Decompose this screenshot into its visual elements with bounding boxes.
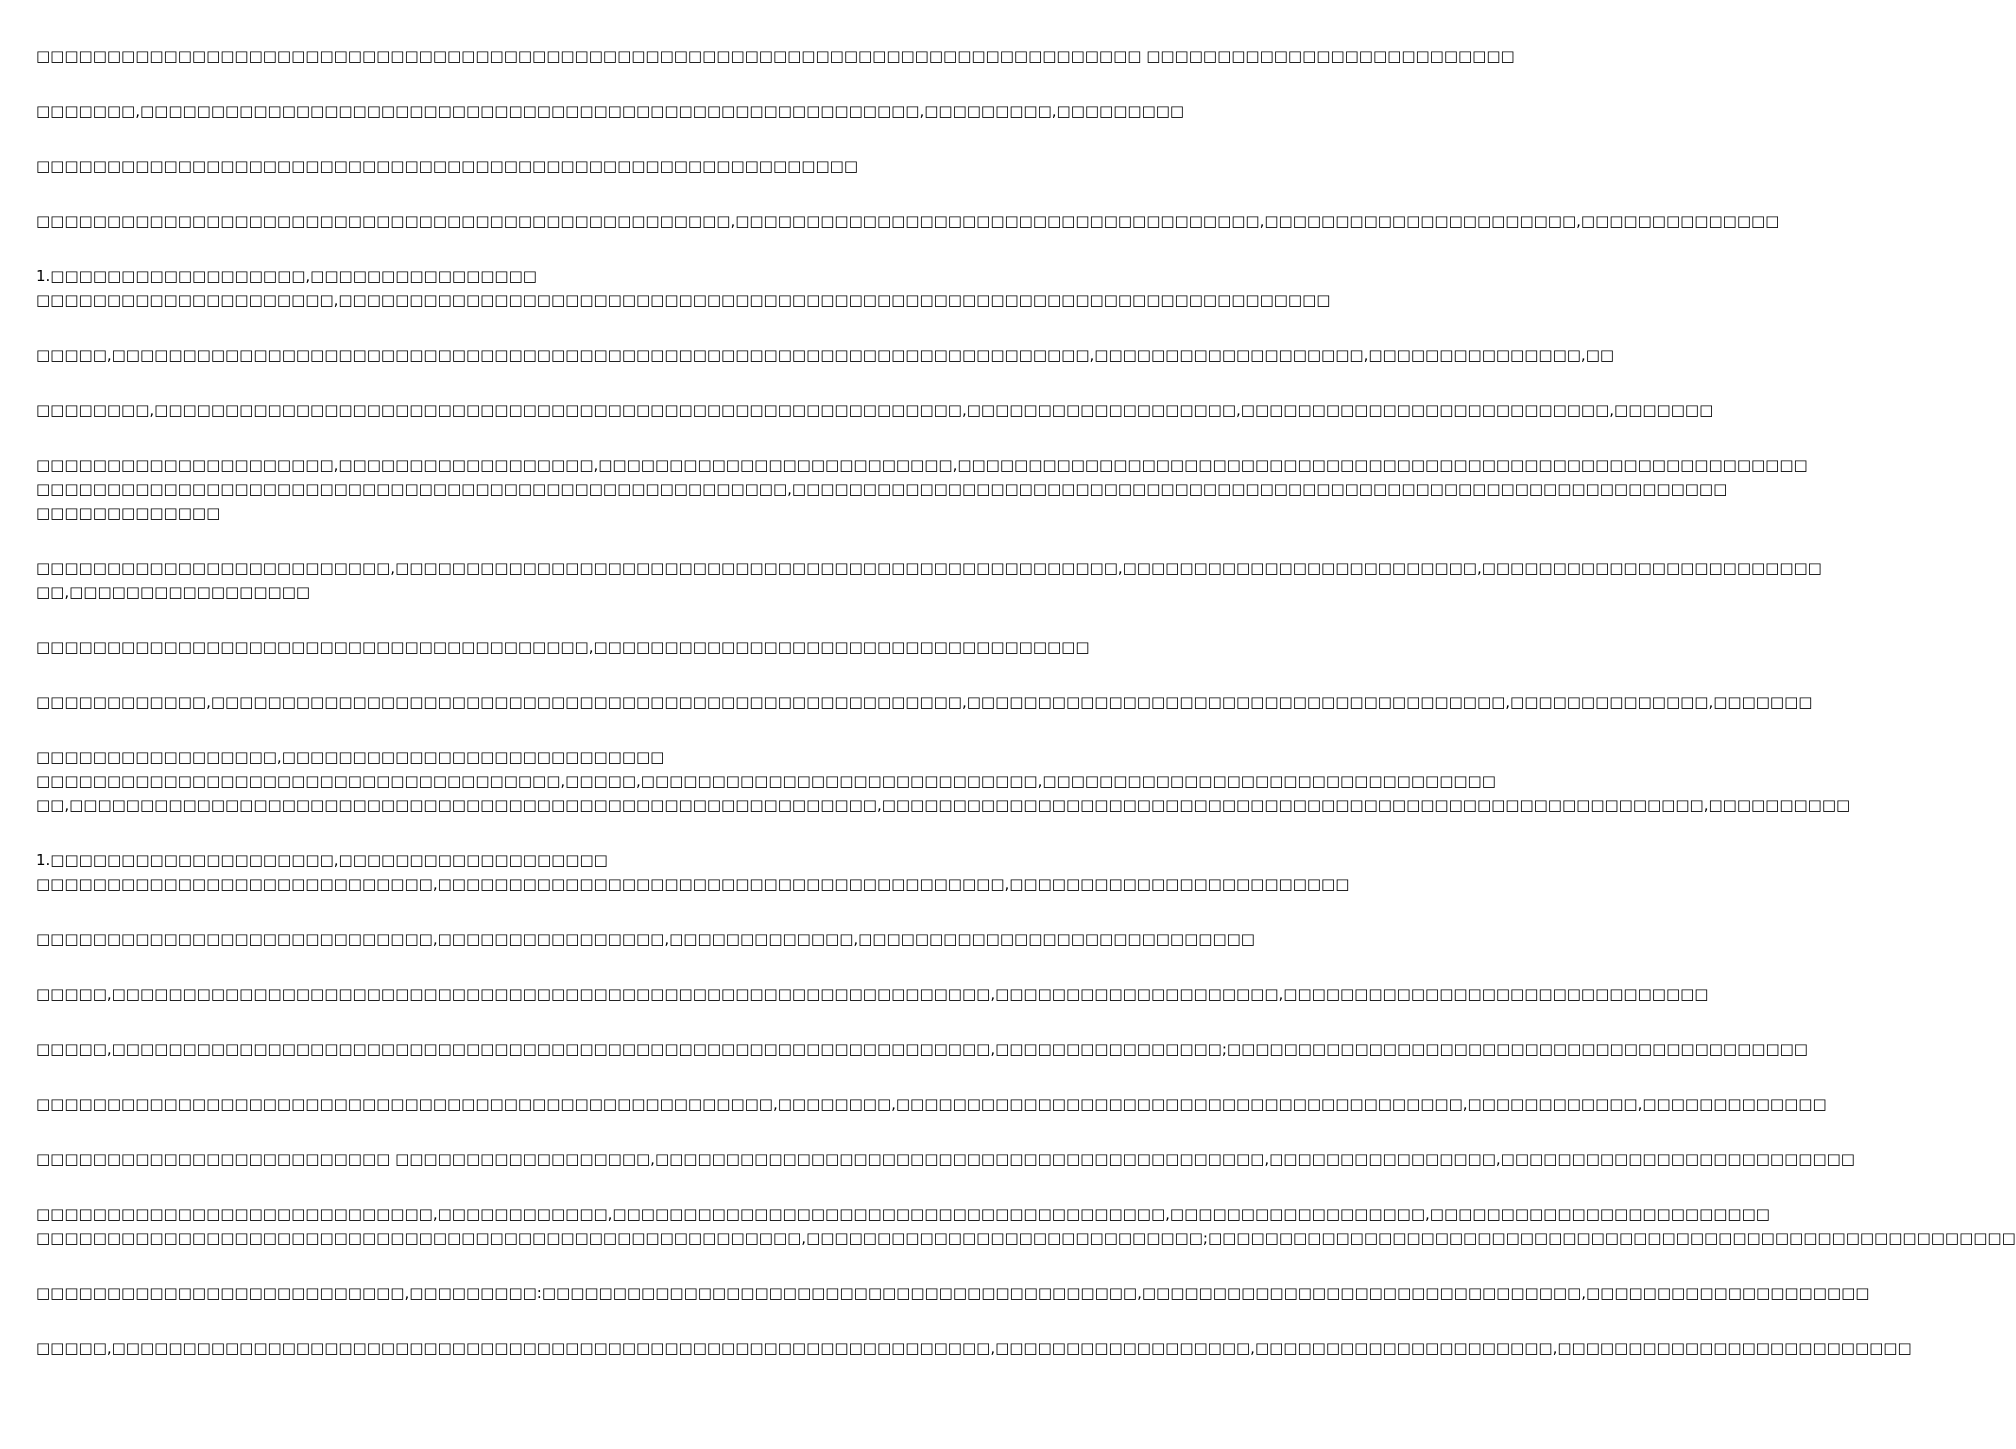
text-line: □□□□□□□□□□□□,□□□□□□□□□□□□□□□□□□□□□□□□□□□□□□□□□□□□□□□□□□□□□□□□□□□□□,□□□□□□□□□□□□□□□□□□□□□□□□□□□□□□□□□□□□□□,□□□□□□□□□□□□□□,□□□□□□□ bbox=[36, 693, 1813, 711]
paragraph bbox=[36, 982, 1709, 1006]
paragraph bbox=[36, 44, 1515, 68]
text-line: □□□□□,□□□□□□□□□□□□□□□□□□□□□□□□□□□□□□□□□□□□□□□□□□□□□□□□□□□□□□□□□□□□□□,□□□□□□□□□□□□□□□□□□,□□□□□□□□□□□□□□□□□□□□□,□□□□□□□□□□□□□□□□□□□□□□□□□ bbox=[36, 1339, 1912, 1357]
text-line: □□□□□□□□□□□□□□□□□□□□□□□□□□□□□□□□□□□□□□□□□□□□□□□□□□□□□□,□□□□□□□□□□□□□□□□□□□□□□□□□□□□;□□□□□□□□□□□□□□□□□□□□□□□□□□□□□□□□□□□□□□□□□□□□□□□□□□□□□□□□□ bbox=[36, 1229, 2016, 1247]
paragraph bbox=[36, 1147, 1855, 1171]
paragraph bbox=[36, 1092, 1827, 1116]
text-line: □□□□□,□□□□□□□□□□□□□□□□□□□□□□□□□□□□□□□□□□□□□□□□□□□□□□□□□□□□□□□□□□□□□□□□□□□□□,□□□□□□□□□□□□□□□□□□□,□□□□□□□□□□□□□□□,□□ bbox=[36, 346, 1615, 364]
paragraph bbox=[36, 927, 1255, 951]
paragraph bbox=[36, 1336, 1912, 1360]
text-line: □□,□□□□□□□□□□□□□□□□□□□□□□□□□□□□□□□□□□□□□□□□□□□□□□□□□□□□□□□□□,□□□□□□□□□□□□□□□□□□□□□□□□□□□□□□□□□□□□□□□□□□□□□□□□□□□□□□□□□□,□□□□□□□□□□ bbox=[36, 796, 1851, 814]
text-line: □□□□□□□□□□□□□□□□□□□□□□□□□□□□,□□□□□□□□□□□□,□□□□□□□□□□□□□□□□□□□□□□□□□□□□□□□□□□□□□□□,□□□□□□□□□□□□□□□□□□,□□□□□□□□□□□□□□□□□□□□□□□□ bbox=[36, 1205, 1770, 1223]
text-line: □□□□□□□□□□□□□□□□□□□□□□□□□□□□□□□□□□□□□□□,□□□□□□□□□□□□□□□□□□□□□□□□□□□□□□□□□□□ bbox=[36, 638, 1090, 656]
text-line: □□□□□□□□□□□□□□□□□□□□□□□□□□,□□□□□□□□□:□□□□□□□□□□□□□□□□□□□□□□□□□□□□□□□□□□□□□□□□□□,□□□□□□□□□□□□□□□□□□□□□□□□□□□□□□□,□□□□□□□□□□□□□□□□□□□□ bbox=[36, 1284, 1870, 1302]
paragraph bbox=[36, 453, 1808, 525]
paragraph bbox=[36, 556, 1822, 604]
text-line: □□□□□□□□□□□□□□□□□□□□□□□□□□□□□□□□□□□□□□□□□□□□□□□□□□□□,□□□□□□□□,□□□□□□□□□□□□□□□□□□□□□□□□□□□□□□□□□□□□□□□□,□□□□□□□□□□□□,□□□□□□□□□□□□□ bbox=[36, 1095, 1827, 1113]
text-line: □□□□□□□□,□□□□□□□□□□□□□□□□□□□□□□□□□□□□□□□□□□□□□□□□□□□□□□□□□□□□□□□□□,□□□□□□□□□□□□□□□□□□□,□□□□□□□□□□□□□□□□□□□□□□□□□□,□□□□□□□ bbox=[36, 401, 1714, 419]
paragraph bbox=[36, 264, 1331, 312]
paragraph bbox=[36, 690, 1813, 714]
paragraph bbox=[36, 209, 1780, 233]
paragraph bbox=[36, 99, 1185, 123]
paragraph bbox=[36, 635, 1090, 659]
text-line: □□□□□□□□□□□□□□□□□,□□□□□□□□□□□□□□□□□□□□□□□□□□□ bbox=[36, 748, 665, 766]
text-line: □□□□□□□□□□□□□□□□□□□□□□□□□□□□□□□□□□□□□□□□□□□□□□□□□,□□□□□□□□□□□□□□□□□□□□□□□□□□□□□□□□□□□□□,□□□□□□□□□□□□□□□□□□□□□□,□□□□□□□□□□□□□□ bbox=[36, 212, 1780, 230]
text-line: □□□□□□□□□□□□□□□□□□□□□□□□□□□□□□□□□□□□□□□□□□□□□□□□□□□□□,□□□□□□□□□□□□□□□□□□□□□□□□□□□□□□□□□□□□□□□□□□□□□□□□□□□□□□□□□□□□□□□□□□ bbox=[36, 480, 1728, 498]
text-line: □□□□□□□□□□□□□□□□□□□□□□□□□,□□□□□□□□□□□□□□□□□□□□□□□□□□□□□□□□□□□□□□□□□□□□□□□□□□□,□□□□□□□□□□□□□□□□□□□□□□□□□,□□□□□□□□□□□□□□□□□□□□□□□□ bbox=[36, 559, 1822, 577]
paragraph bbox=[36, 343, 1615, 367]
text-line: □□□□□□□□□□□□□ bbox=[36, 504, 221, 522]
paragraph bbox=[36, 1202, 2016, 1250]
text-line: □□□□□□□□□□□□□□□□□□□□□□□□□□□□,□□□□□□□□□□□□□□□□,□□□□□□□□□□□□□,□□□□□□□□□□□□□□□□□□□□□□□□□□□□ bbox=[36, 930, 1255, 948]
text-line: □□□□□,□□□□□□□□□□□□□□□□□□□□□□□□□□□□□□□□□□□□□□□□□□□□□□□□□□□□□□□□□□□□□□,□□□□□□□□□□□□□□□□;□□□□□□□□□□□□□□□□□□□□□□□□□□□□□□□□□□□□□□□□□ bbox=[36, 1040, 1808, 1058]
text-line: □□□□□□□□□□□□□□□□□□□□□□□□□□□□□□□□□□□□□□□□□□□□□□□□□□□□□□□□□□□□□□□□□□□□□□□□□□□□□□ □□□□□□□□□□□□□□□□□□□□□□□□□□ bbox=[36, 47, 1515, 65]
text-line: □□□□□□□□□□□□□□□□□□□□□□□□□□□□□□□□□□□□□□□□□□□□□□□□□□□□□□□□□□ bbox=[36, 157, 858, 175]
text-line: □□□□□□□□□□□□□□□□□□□□□□□□□□□□,□□□□□□□□□□□□□□□□□□□□□□□□□□□□□□□□□□□□□□□□,□□□□□□□□□□□□□□□□□□□□□□□□ bbox=[36, 875, 1350, 893]
paragraph bbox=[36, 848, 1350, 896]
paragraph bbox=[36, 1037, 1808, 1061]
paragraph bbox=[36, 1281, 1870, 1305]
paragraph bbox=[36, 745, 1851, 817]
text-line: □□□□□,□□□□□□□□□□□□□□□□□□□□□□□□□□□□□□□□□□□□□□□□□□□□□□□□□□□□□□□□□□□□□□,□□□□□□□□□□□□□□□□□□□□,□□□□□□□□□□□□□□□□□□□□□□□□□□□□□□ bbox=[36, 985, 1709, 1003]
text-line: □□□□□□□□□□□□□□□□□□□□□,□□□□□□□□□□□□□□□□□□,□□□□□□□□□□□□□□□□□□□□□□□□□,□□□□□□□□□□□□□□□□□□□□□□□□□□□□□□□□□□□□□□□□□□□□□□□□□□□□□□□□□□□□ bbox=[36, 456, 1808, 474]
text-line: □□□□□□□□□□□□□□□□□□□□□□□□□□□□□□□□□□□□□,□□□□□,□□□□□□□□□□□□□□□□□□□□□□□□□□□□,□□□□□□□□□□□□□□□□□□□□□□□□□□□□□□□□ bbox=[36, 772, 1496, 790]
text-line: □□,□□□□□□□□□□□□□□□□□ bbox=[36, 583, 311, 601]
text-line: □□□□□□□□□□□□□□□□□□□□□□□□□ □□□□□□□□□□□□□□□□□□,□□□□□□□□□□□□□□□□□□□□□□□□□□□□□□□□□□□□□□□□□□□,□□□□□□□□□□□□□□□□,□□□□□□□□□□□□□□□□□□□□□□□□□ bbox=[36, 1150, 1855, 1168]
text-line: 1.□□□□□□□□□□□□□□□□□□□□,□□□□□□□□□□□□□□□□□□□ bbox=[36, 851, 608, 869]
paragraph bbox=[36, 154, 990, 178]
text-line: □□□□□□□□□□□□□□□□□□□□□,□□□□□□□□□□□□□□□□□□□□□□□□□□□□□□□□□□□□□□□□□□□□□□□□□□□□□□□□□□□□□□□□□□□□□□ bbox=[36, 291, 1331, 309]
paragraph bbox=[36, 398, 1714, 422]
text-line: 1.□□□□□□□□□□□□□□□□□□,□□□□□□□□□□□□□□□□ bbox=[36, 267, 537, 285]
document-body bbox=[36, 44, 2016, 1391]
text-line: □□□□□□□,□□□□□□□□□□□□□□□□□□□□□□□□□□□□□□□□□□□□□□□□□□□□□□□□□□□□□□□,□□□□□□□□□,□□□□□□□□□ bbox=[36, 102, 1185, 120]
